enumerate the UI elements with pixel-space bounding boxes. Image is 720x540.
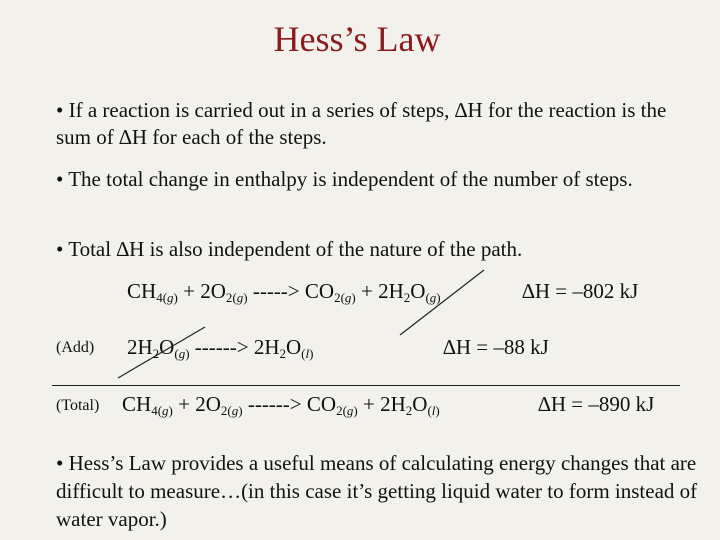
equation-total: $CH_{4(g)} + 2O_{2(g)}$ ------> $CO_{2(g)} + 2H_2O_{(l)}$: [122, 392, 440, 418]
slide-title: Hess’s Law: [273, 19, 441, 59]
bullet-independent-steps: • The total change in enthalpy is independent of the number of steps.: [56, 167, 633, 191]
equation-1: $CH_{4(g)} + 2O_{2(g)}$ -----> $CO_{2(g)} + 2H_2O_{(g)}$: [127, 279, 441, 305]
equation-2: $2H_2O_{(g)}$ ------> $2H_2O_{(l)}$: [127, 335, 314, 361]
total-label: (Total): [56, 397, 100, 414]
bullet-independent-path: • Total ∆H is also independent of the nature of the path.: [56, 237, 523, 261]
equation-2-enthalpy: ∆H = –88 kJ: [443, 335, 549, 359]
equation-total-enthalpy: ∆H = –890 kJ: [538, 392, 655, 416]
bullet-hess-definition: • If a reaction is carried out in a series of steps, ∆H for the reaction is the sum of ∆H for each of the steps.: [56, 98, 667, 149]
equation-1-enthalpy: ∆H = –802 kJ: [522, 279, 639, 303]
bullet-hess-usefulness: • Hess’s Law provides a useful means of calculating energy changes that are difficult to measure…(in this case it’s getting liquid water to form instead of water vapor.): [56, 451, 698, 531]
sum-divider: [52, 385, 680, 386]
add-label: (Add): [56, 339, 95, 356]
